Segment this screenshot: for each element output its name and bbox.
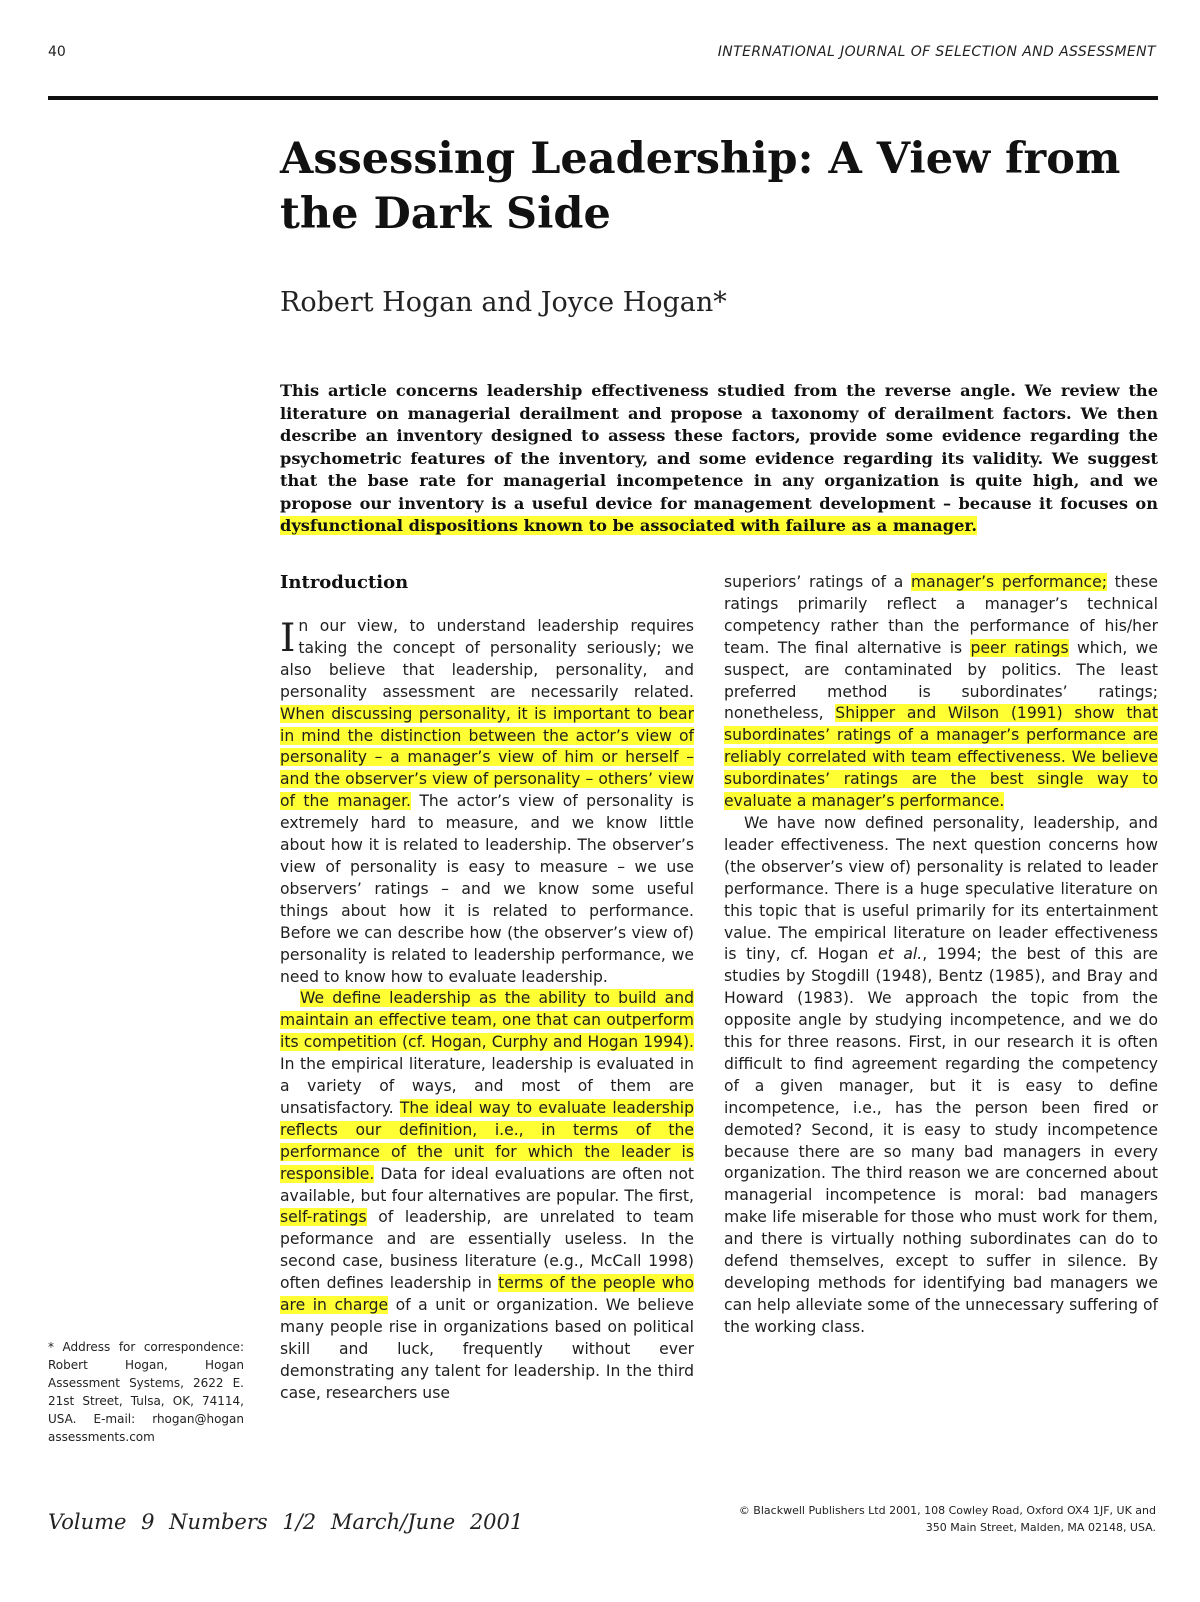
highlighted-text: peer ratings xyxy=(970,638,1069,657)
article-title: Assessing Leadership: A View from the Dark Side xyxy=(280,134,1121,239)
paragraph-text: which, we suspect, are contaminated by politics. The least preferred method is subordinates’ ratings; nonetheless, xyxy=(724,638,1158,723)
body-column-right xyxy=(724,572,1158,1339)
paragraph-text: superiors’ ratings of a xyxy=(724,573,911,591)
paragraph-text: of a unit or organization. We believe many people rise in organizations based on political skill and luck, frequently without ever demonstrating any talent for leadership. In the third case, researchers use xyxy=(280,1296,694,1402)
paragraph-text: , 1994; the best of this are studies by Stogdill (1948), Bentz (1985), and Bray and Howard (1983). We approach the topic from the opposite angle by studying incompetence, and we do this for three reasons. First, in our research it is often difficult to find agreement regarding the competency of a given manager, but it is easy to define incompetence, i.e., has the person been fired or demoted? Second, it is easy to study incompetence because there are so many bad managers in every organization. The third reason we are concerned about managerial incompetence is moral: bad managers make life miserable for those who must work for them, and there is virtually nothing subordinates can do to defend themselves, except to suffer in silence. By developing methods for identifying bad managers we can help alleviate some of the unnecessary suffering of the working class. xyxy=(724,945,1158,1336)
highlighted-text: The ideal way to evaluate leadership reflects our definition, i.e., in terms of the performance of the unit for which the leader is responsible. xyxy=(280,1098,694,1183)
abstract-highlight: dysfunctional dispositions known to be associated with failure as a manager. xyxy=(280,516,978,535)
highlighted-text: manager’s performance; xyxy=(910,573,1107,591)
paragraph-text: We have now defined personality, leadership, and leader effectiveness. The next question concerns how (the observer’s view of) personality is related to leader performance. There is a huge speculative literature on this topic that is useful primarily for its entertainment value. The empirical literature on leader effectiveness is tiny, cf. Hogan xyxy=(724,813,1158,964)
paragraph-text: The actor’s view of personality is extremely hard to measure, and we know little about how it is related to leadership. The observer’s view of personality is easy to measure – we use observers’ ratings – and we know some useful things about how it is related to performance. Before we can describe how (the observer’s view of) personality is related to leadership performance, we need to know how to evaluate leadership. xyxy=(280,792,694,986)
paragraph xyxy=(280,988,694,1404)
publisher-line: 350 Main Street, Malden, MA 02148, USA. xyxy=(925,1521,1156,1534)
paragraph-text: Data for ideal evaluations are often not available, but four alternatives are popular. The first, xyxy=(280,1164,694,1205)
abstract-text: This article concerns leadership effectiveness studied from the reverse angle. We review the literature on managerial derailment and propose a taxonomy of derailment factors. We then describe an inventory designed to assess these factors, provide some evidence regarding the psychometric features of the inventory, and some evidence regarding its validity. We suggest that the base rate for managerial incompetence in any organization is quite high, and we propose our inventory is a useful device for management development – because it focuses on xyxy=(280,381,1158,513)
publisher-info xyxy=(636,1502,1156,1536)
highlighted-text: self-ratings xyxy=(280,1208,367,1227)
highlighted-text: When discussing personality, it is important to bear in mind the distinction between the actor’s view of personality – a manager’s view of him or herself – and the observer’s view of personality – others’ view of the manager. xyxy=(280,704,694,811)
abstract xyxy=(280,380,1158,538)
paragraph-text: these ratings primarily reflect a manager’s technical competency rather than the performance of his/her team. The final alternative is xyxy=(724,573,1158,657)
paragraph-text: In the empirical literature, leadership is evaluated in a variety of ways, and most of them are unsatisfactory. xyxy=(280,1055,694,1117)
correspondence-footnote: * Address for correspondence: Robert Hogan, Hogan Assessment Systems, 2622 E. 21st Street, Tulsa, OK, 74114, USA. E-mail: rhogan@hogan assessments.com xyxy=(48,1340,244,1444)
highlighted-text: Shipper and Wilson (1991) show that subordinates’ ratings of a manager’s performance are reliably correlated with team effectiveness. We believe subordinates’ ratings are the best single way to evaluate a manager’s performance. xyxy=(724,704,1158,811)
body-column-left xyxy=(280,572,694,1405)
article-authors: Robert Hogan and Joyce Hogan* xyxy=(280,287,727,318)
header-rule xyxy=(48,96,1158,100)
journal-title: INTERNATIONAL JOURNAL OF SELECTION AND ASSESSMENT xyxy=(717,44,1156,60)
section-heading-introduction: Introduction xyxy=(280,572,409,593)
drop-cap: I xyxy=(280,616,296,661)
highlighted-text: terms of the people who are in charge xyxy=(280,1274,694,1315)
paragraph-text: n our view, to understand leadership requires taking the concept of personality seriously; we also believe that leadership, personality, and personality assessment are necessarily related. xyxy=(280,617,694,701)
paragraph xyxy=(724,813,1158,1339)
highlighted-text: We define leadership as the ability to build and maintain an effective team, one that can outperform its competition (cf. Hogan, Curphy and Hogan 1994). xyxy=(280,989,694,1052)
paragraph xyxy=(724,572,1158,813)
publisher-line: © Blackwell Publishers Ltd 2001, 108 Cowley Road, Oxford OX4 1JF, UK and xyxy=(738,1504,1156,1517)
page-number: 40 xyxy=(48,44,66,60)
paragraph xyxy=(280,616,694,988)
emphasis-text: et al. xyxy=(878,945,923,964)
issue-info: Volume 9 Numbers 1/2 March/June 2001 xyxy=(48,1510,524,1534)
paragraph-text: of leadership, are unrelated to team peformance and are essentially useless. In the second case, business literature (e.g., McCall 1998) often defines leadership in xyxy=(280,1208,694,1293)
